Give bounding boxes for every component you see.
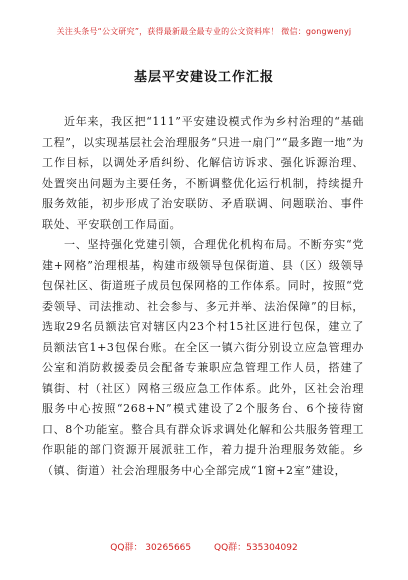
document-title: 基层平安建设工作汇报	[133, 70, 274, 85]
paragraph-section-1: 一、坚持强化党建引领，合理优化机构布局。不断夯实“党建+网格”治理根基，构建市级领导包保街道、县（区）级领导包保社区、街道班子成员包保网格的工作体系。同时，按照“党委领导、司法推动、社会参与、多元并举、法治保障”的目标，选取29名员额法官对辖区内23个村15社区进行包保，建立了员额法官1+3包保台账。在全区一镇六街分别设立应急管理办公室和消防救援委员会配备专兼职应急管理工作人员，搭建了镇街、村（社区）网格三级应急工作体系。此外，区社会治理服务中心按照“268+N”模式建设了2个服务台、6个接待窗口、8个功能室。整合具有群众诉求调处化解和公共服务管理工作职能的部门资源开展派驻工作，着力提升治理服务效能。乡（镇、街道）社会治理服务中心全部完成“1窗+2室”建设，	[42, 238, 364, 477]
bottom-banner	[0, 540, 408, 553]
qq-group-2: QQ群：535304092	[214, 543, 298, 553]
qq-group-1: QQ群： 30265665	[110, 543, 192, 553]
paragraph-intro: 近年来，我区把“111”平安建设模式作为乡村治理的“基础工程”，以实现基层社会治理服务“只进一扇门”“最多跑一地”为工作目标，以调处矛盾纠纷、化解信访诉求、强化诉源治理、处置突出问题为主要任务，不断调整优化运行机制，持续提升服务效能，初步形成了治安联防、矛盾联调、问题联治、事件联处、平安联创工作局面。	[42, 115, 364, 231]
document-body	[42, 112, 364, 481]
top-banner: 关注头条号“公文研究”，获得最新最全最专业的公文资料库！ 微信：gongwenyj	[56, 27, 352, 36]
